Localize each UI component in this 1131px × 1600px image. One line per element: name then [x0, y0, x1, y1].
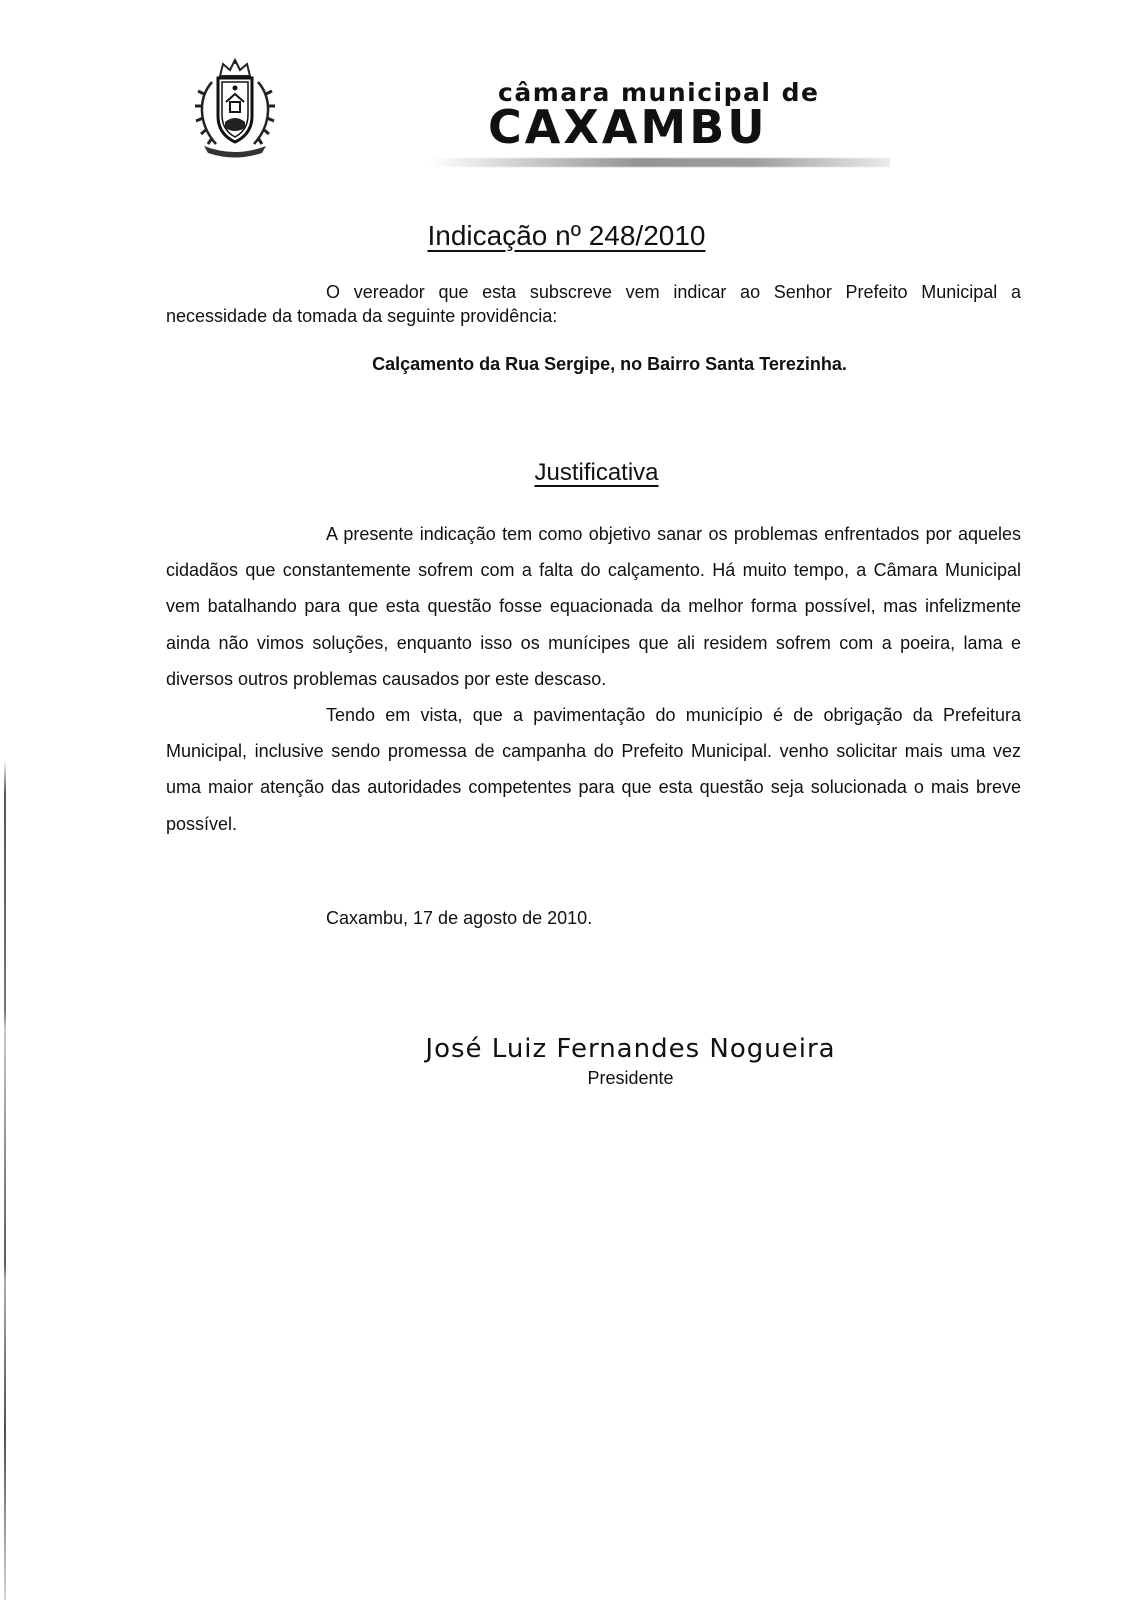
justification-body — [166, 516, 1021, 842]
document-title-text: Indicação nº 248/2010 — [427, 220, 706, 251]
date-line: Caxambu, 17 de agosto de 2010. — [326, 908, 593, 928]
subject-text: Calçamento da Rua Sergipe, no Bairro Santa Terezinha. — [372, 354, 847, 374]
justification-heading-text: Justificativa — [534, 459, 659, 486]
intro-paragraph — [166, 280, 1021, 328]
letterhead — [190, 58, 890, 178]
signature-block — [0, 1032, 1131, 1090]
signer-role: Presidente — [587, 1068, 674, 1088]
document-title — [0, 218, 1131, 254]
intro-text: O vereador que esta subscreve vem indicar ao Senhor Prefeito Municipal a necessidade da tomada da seguinte providência: — [166, 282, 1021, 326]
letterhead-subtitle: câmara municipal de — [498, 78, 820, 107]
justification-heading — [0, 457, 1131, 489]
letterhead-rule — [430, 158, 890, 167]
justification-paragraph-2: Tendo em vista, que a pavimentação do município é de obrigação da Prefeitura Municipal, inclusive sendo promessa de campanha do Prefeito Municipal. venho solicitar mais uma vez uma maior atenção das autoridades competentes para que esta questão seja solucionada o mais breve possível. — [166, 705, 1021, 834]
justification-paragraph-1: A presente indicação tem como objetivo sanar os problemas enfrentados por aqueles cidadãos que constantemente sofrem com a falta do calçamento. Há muito tempo, a Câmara Municipal vem batalhando para que esta questão fosse equacionada da melhor forma possível, mas infelizmente ainda não vimos soluções, enquanto isso os munícipes que ali residem sofrem com a poeira, lama e diversos outros problemas causados por este descaso. — [166, 524, 1021, 689]
scan-edge-artifact — [4, 760, 6, 1600]
municipal-coat-of-arms-icon — [190, 58, 280, 158]
subject-line — [0, 352, 1131, 376]
signer-name: José Luiz Fernandes Nogueira — [425, 1034, 836, 1064]
letterhead-title: CAXAMBU — [488, 100, 768, 154]
